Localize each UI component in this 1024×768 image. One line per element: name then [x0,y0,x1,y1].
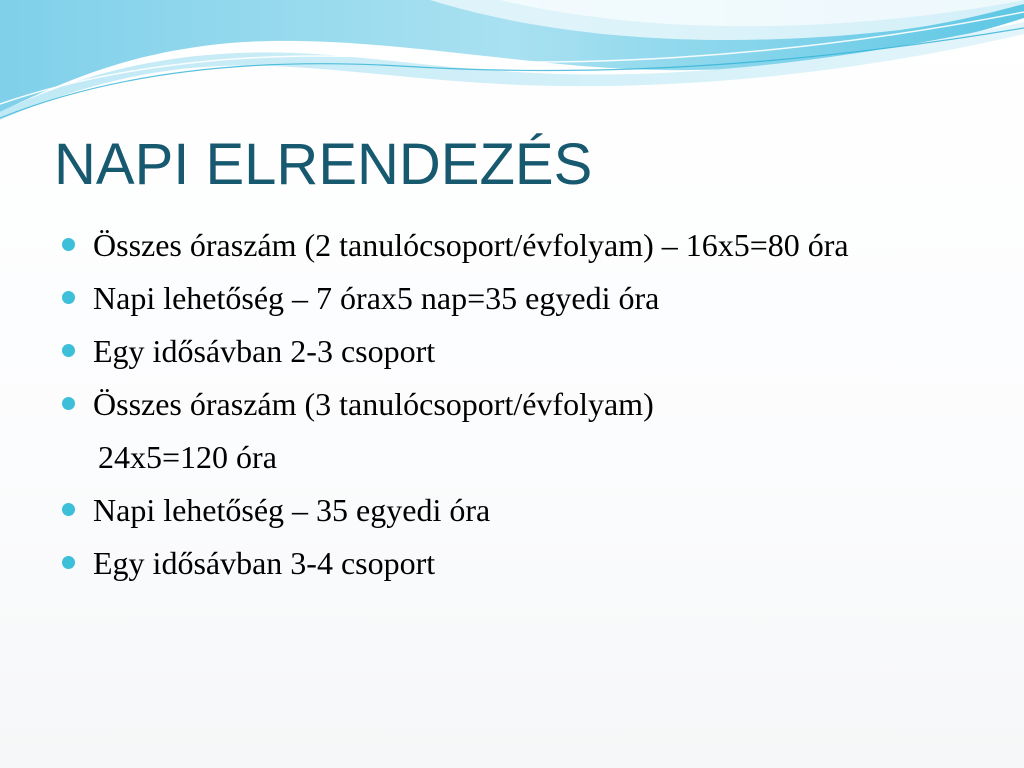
list-item [62,275,982,321]
bullet-dot-icon [62,397,75,410]
list-item-continuation [62,434,982,480]
list-item-text: Összes óraszám (3 tanulócsoport/évfolyam) [93,386,654,422]
bullet-dot-icon [62,344,75,357]
list-item-text: Egy idősávban 2-3 csoport [93,333,436,369]
list-item-text: 24x5=120 óra [98,439,277,475]
bullet-dot-icon [62,291,75,304]
bullet-list [62,222,982,593]
header-wave-decoration [0,0,1024,120]
list-item [62,540,982,586]
bullet-dot-icon [62,238,75,251]
list-item-text: Napi lehetőség – 7 órax5 nap=35 egyedi óra [93,280,660,316]
list-item-text: Egy idősávban 3-4 csoport [93,545,436,581]
list-item [62,328,982,374]
list-item-text: Napi lehetőség – 35 egyedi óra [93,492,491,528]
list-item [62,222,982,268]
list-item-text: Összes óraszám (2 tanulócsoport/évfolyam) – 16x5=80 óra [93,227,849,263]
bullet-dot-icon [62,503,75,516]
list-item [62,381,982,427]
slide-title: NAPI ELRENDEZÉS [54,132,593,197]
bullet-dot-icon [62,556,75,569]
list-item [62,487,982,533]
